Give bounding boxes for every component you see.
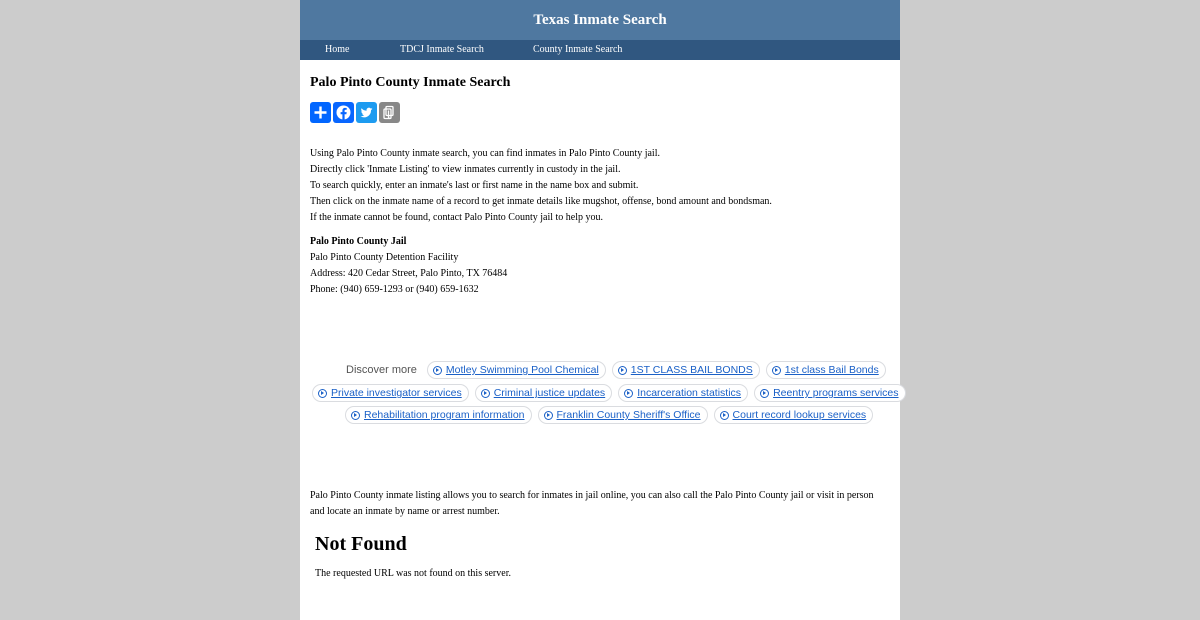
discover-chip[interactable] <box>538 406 708 424</box>
discover-row <box>312 384 906 402</box>
discover-chip[interactable] <box>427 361 606 379</box>
intro-line: If the inmate cannot be found, contact Palo Pinto County jail to help you. <box>310 212 603 223</box>
nav-item-home[interactable]: Home <box>325 44 350 55</box>
discover-chip-label: Rehabilitation program information <box>364 409 525 421</box>
jail-address: Address: 420 Cedar Street, Palo Pinto, TX 76484 <box>310 268 508 279</box>
discover-chip[interactable] <box>754 384 905 402</box>
site-title[interactable]: Texas Inmate Search <box>300 0 900 40</box>
discover-chip-label: Franklin County Sheriff's Office <box>556 409 701 421</box>
discover-chip-label: Court record lookup services <box>732 409 867 421</box>
copy-link-icon[interactable] <box>379 102 400 123</box>
discover-chip[interactable] <box>312 384 469 402</box>
discover-chip-label: 1ST CLASS BAIL BONDS <box>630 364 753 376</box>
search-arrow-icon <box>624 389 633 398</box>
discover-row <box>346 361 886 379</box>
discover-chip[interactable] <box>618 384 748 402</box>
search-arrow-icon <box>481 389 490 398</box>
discover-chip-label: Motley Swimming Pool Chemical <box>445 364 599 376</box>
inmate-listing-text: Palo Pinto County inmate listing allows you to search for inmates in jail online, you can also call the Palo Pinto County jail or visit in person and locate an inmate by name or arrest number. <box>310 490 874 517</box>
page-title: Palo Pinto County Inmate Search <box>310 75 511 90</box>
share-plus-icon[interactable] <box>310 102 331 123</box>
search-arrow-icon <box>544 411 553 420</box>
discover-chip[interactable] <box>766 361 886 379</box>
discover-chip-label: Private investigator services <box>331 387 462 399</box>
search-arrow-icon <box>618 366 627 375</box>
discover-chip[interactable] <box>714 406 874 424</box>
intro-text <box>310 146 772 226</box>
search-arrow-icon <box>772 366 781 375</box>
jail-name: Palo Pinto County Jail <box>310 236 407 247</box>
intro-line: Directly click 'Inmate Listing' to view inmates currently in custody in the jail. <box>310 164 621 175</box>
discover-chip[interactable] <box>475 384 612 402</box>
nav-bar <box>300 40 900 60</box>
nav-item-county-inmate-search[interactable]: County Inmate Search <box>533 44 623 55</box>
discover-chip[interactable] <box>345 406 532 424</box>
discover-row <box>345 406 873 424</box>
search-arrow-icon <box>433 366 442 375</box>
search-arrow-icon <box>720 411 729 420</box>
search-arrow-icon <box>318 389 327 398</box>
intro-line: Using Palo Pinto County inmate search, you can find inmates in Palo Pinto County jail. <box>310 148 660 159</box>
not-found-heading: Not Found <box>315 533 407 555</box>
discover-chip-label: Reentry programs services <box>773 387 899 399</box>
nav-item-tdcj-inmate-search[interactable]: TDCJ Inmate Search <box>400 44 484 55</box>
search-arrow-icon <box>760 389 769 398</box>
page-container <box>300 0 900 620</box>
intro-line: To search quickly, enter an inmate's last or first name in the name box and submit. <box>310 180 639 191</box>
search-arrow-icon <box>351 411 360 420</box>
discover-chip-label: 1st class Bail Bonds <box>784 364 879 376</box>
facebook-icon[interactable] <box>333 102 354 123</box>
jail-info <box>310 234 507 298</box>
jail-facility: Palo Pinto County Detention Facility <box>310 252 459 263</box>
discover-chip-label: Incarceration statistics <box>637 387 742 399</box>
share-buttons <box>310 102 400 123</box>
discover-chip-label: Criminal justice updates <box>493 387 606 399</box>
jail-phone: Phone: (940) 659-1293 or (940) 659-1632 <box>310 284 479 295</box>
discover-chip[interactable] <box>612 361 760 379</box>
intro-line: Then click on the inmate name of a record to get inmate details like mugshot, offense, bond amount and bondsman. <box>310 196 772 207</box>
twitter-icon[interactable] <box>356 102 377 123</box>
discover-more-label: Discover more <box>346 364 417 376</box>
not-found-message: The requested URL was not found on this server. <box>315 568 511 579</box>
